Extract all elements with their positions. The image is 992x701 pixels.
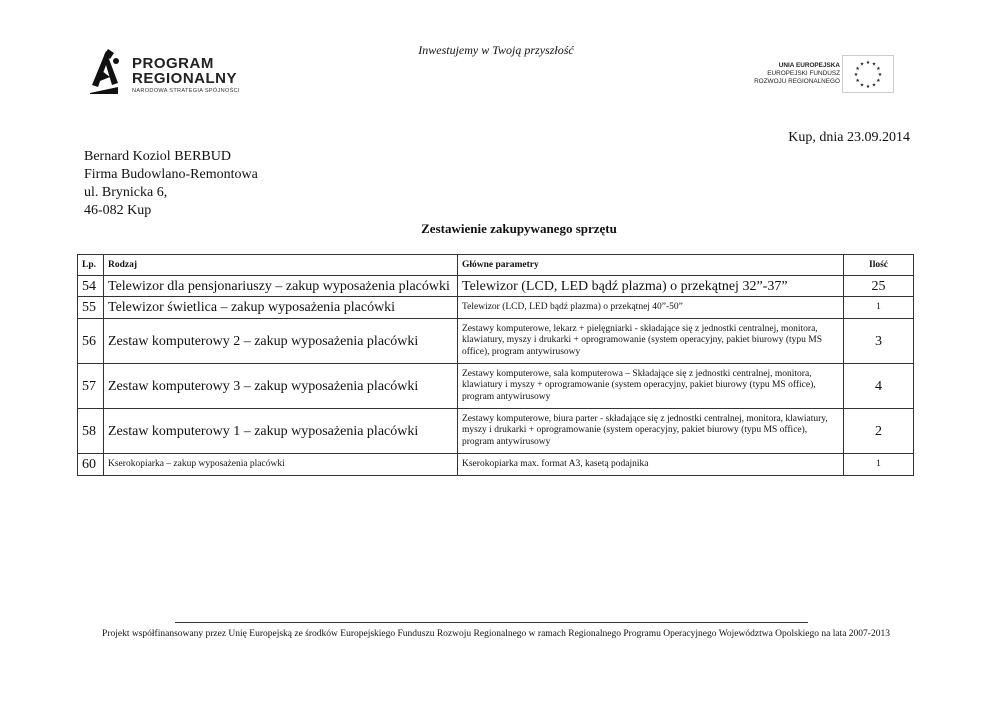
- eu-text-line3: ROZWOJU REGIONALNEGO: [754, 78, 840, 85]
- eu-text-line2: EUROPEJSKI FUNDUSZ: [767, 70, 840, 77]
- svg-text:★: ★: [855, 66, 860, 72]
- header-parametry: Główne parametry: [458, 255, 844, 276]
- cell-parametry: Zestawy komputerowe, lekarz + pielęgniarki - składające się z jednostki centralnej, monitora, klawiatury, myszy i drukarki + oprogramowanie (system operacyjny, pakiet biurowy (typu MS office), program antywirusowy: [458, 319, 844, 364]
- table-row: [78, 319, 914, 364]
- program-regionalny-logo-icon: [88, 47, 122, 95]
- cell-rodzaj: Zestaw komputerowy 2 – zakup wyposażenia placówki: [104, 319, 458, 364]
- svg-text:★: ★: [877, 72, 883, 78]
- table-row: [78, 364, 914, 409]
- cell-parametry: Telewizor (LCD, LED bądź plazma) o przekątnej 40”-50”: [458, 297, 844, 319]
- svg-text:★: ★: [865, 60, 871, 66]
- svg-text:★: ★: [871, 82, 877, 89]
- sender-address: [84, 148, 258, 220]
- cell-ilosc: 1: [844, 454, 914, 476]
- svg-text:★: ★: [865, 84, 871, 90]
- logo-text-regionalny: REGIONALNY: [132, 70, 238, 87]
- header-rodzaj: Rodzaj: [104, 255, 458, 276]
- svg-text:★: ★: [859, 61, 865, 68]
- logo-text-strategia: NARODOWA STRATEGIA SPÓJNOŚCI: [132, 88, 240, 94]
- cell-lp: 54: [78, 276, 104, 297]
- table-row: [78, 297, 914, 319]
- footer-text: Projekt współfinansowany przez Unię Europejską ze środków Europejskiego Funduszu Rozwoju Regionalnego w ramach Regionalnego Programu Operacyjnego Województwa Opolskiego na lata 2007-2013: [102, 629, 890, 639]
- header-tagline: Inwestujemy w Twoją przyszłość: [418, 43, 574, 57]
- svg-text:★: ★: [876, 66, 881, 72]
- svg-text:★: ★: [855, 78, 860, 84]
- cell-rodzaj: Kserokopiarka – zakup wyposażenia placówki: [104, 454, 458, 476]
- cell-ilosc: 1: [844, 297, 914, 319]
- cell-rodzaj: Zestaw komputerowy 3 – zakup wyposażenia placówki: [104, 364, 458, 409]
- program-regionalny-logo: [88, 47, 268, 97]
- equipment-table: [77, 254, 914, 476]
- svg-text:★: ★: [871, 61, 877, 68]
- cell-lp: 58: [78, 409, 104, 454]
- cell-parametry: Zestawy komputerowe, biura parter - składające się z jednostki centralnej, monitora, klawiatury, myszy i drukarki + oprogramowanie (system operacyjny, pakiet biurowy (typu MS office), program antywirusowy: [458, 409, 844, 454]
- cell-rodzaj: Telewizor dla pensjonariuszy – zakup wyposażenia placówki: [104, 276, 458, 297]
- eu-text-line1: UNIA EUROPEJSKA: [778, 62, 840, 69]
- eu-flag-icon: [842, 55, 894, 93]
- cell-lp: 55: [78, 297, 104, 319]
- cell-lp: 60: [78, 454, 104, 476]
- table-row: [78, 276, 914, 297]
- address-line: ul. Brynicka 6,: [84, 185, 168, 200]
- svg-text:★: ★: [876, 78, 881, 84]
- cell-rodzaj: Telewizor świetlica – zakup wyposażenia placówki: [104, 297, 458, 319]
- cell-ilosc: 3: [844, 319, 914, 364]
- logo-text-program: PROGRAM: [132, 55, 214, 72]
- table-header-row: [78, 255, 914, 276]
- cell-parametry: Zestawy komputerowe, sala komputerowa – Składające się z jednostki centralnej, monitora, klawiatury i myszy + oprogramowanie (system operacyjny, pakiet biurowy (typu MS office), program antywirusowy: [458, 364, 844, 409]
- address-line: Bernard Koziol BERBUD: [84, 149, 231, 164]
- address-line: 46-082 Kup: [84, 203, 152, 218]
- cell-parametry: Kserokopiarka max. format A3, kasetą podajnika: [458, 454, 844, 476]
- cell-ilosc: 4: [844, 364, 914, 409]
- address-line: Firma Budowlano-Remontowa: [84, 167, 258, 182]
- cell-parametry: Telewizor (LCD, LED bądź plazma) o przekątnej 32”-37”: [458, 276, 844, 297]
- table-row: [78, 409, 914, 454]
- eu-logo-text: [700, 62, 840, 86]
- svg-text:★: ★: [859, 82, 865, 89]
- header-ilosc: Ilość: [844, 255, 914, 276]
- letter-date: Kup, dnia 23.09.2014: [788, 130, 910, 145]
- footer-divider: [175, 622, 808, 623]
- document-title: Zestawienie zakupywanego sprzętu: [421, 221, 617, 236]
- table-row: [78, 454, 914, 476]
- cell-lp: 57: [78, 364, 104, 409]
- cell-ilosc: 25: [844, 276, 914, 297]
- cell-rodzaj: Zestaw komputerowy 1 – zakup wyposażenia placówki: [104, 409, 458, 454]
- cell-ilosc: 2: [844, 409, 914, 454]
- svg-text:★: ★: [853, 72, 859, 78]
- header-lp: Lp.: [78, 255, 104, 276]
- cell-lp: 56: [78, 319, 104, 364]
